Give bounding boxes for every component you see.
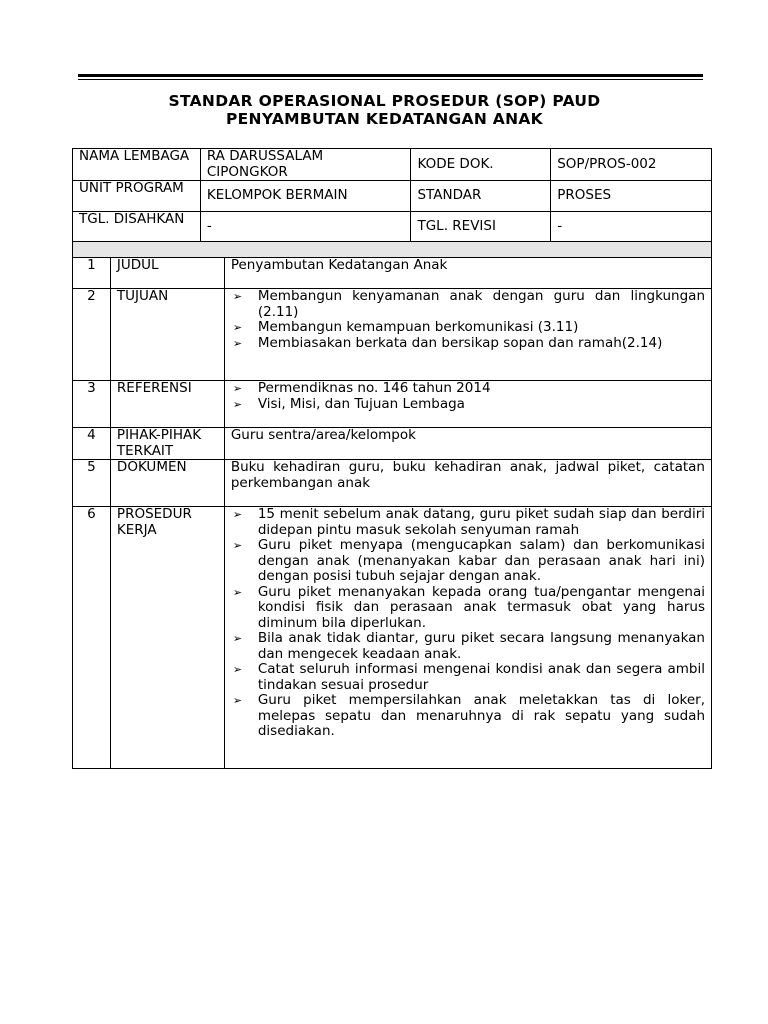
row-content: Guru sentra/area/kelompok: [224, 428, 711, 460]
kode-dok-value: SOP/PROS-002: [551, 149, 712, 181]
row-label: PROSEDUR KERJA: [110, 507, 224, 769]
nama-lembaga-value: RA DARUSSALAM CIPONGKOR: [200, 149, 411, 181]
bullet-list: [231, 507, 705, 740]
row-content: [224, 507, 711, 769]
row-content: Penyambutan Kedatangan Anak: [224, 258, 711, 289]
list-item: ➢ Visi, Misi, dan Tujuan Lembaga: [231, 397, 705, 413]
table-row: [73, 289, 712, 381]
row-label: DOKUMEN: [110, 460, 224, 507]
nama-lembaga-label: NAMA LEMBAGA: [73, 149, 201, 181]
unit-program-label: UNIT PROGRAM: [73, 181, 201, 212]
row-label: PIHAK-PIHAK TERKAIT: [110, 428, 224, 460]
table-row: [73, 258, 712, 289]
document-subtitle: PENYAMBUTAN KEDATANGAN ANAK: [226, 110, 543, 128]
row-content: [224, 381, 711, 428]
unit-program-value: KELOMPOK BERMAIN: [200, 181, 411, 212]
sop-table: [72, 241, 712, 769]
row-content: [224, 289, 711, 381]
row-number: 4: [73, 428, 111, 460]
tgl-disahkan-label: TGL. DISAHKAN: [73, 212, 201, 243]
list-item: ➢ Permendiknas no. 146 tahun 2014: [231, 381, 705, 397]
list-item: ➢ Membangun kemampuan berkomunikasi (3.11): [231, 320, 705, 336]
table-row: [73, 428, 712, 460]
list-item: ➢ 15 menit sebelum anak datang, guru piket sudah siap dan berdiri didepan pintu masuk sekolah senyuman ramah: [231, 507, 705, 538]
bullet-list: [231, 289, 705, 351]
separator-row: [73, 242, 712, 258]
table-row: [73, 460, 712, 507]
document-title: STANDAR OPERASIONAL PROSEDUR (SOP) PAUD: [168, 92, 601, 110]
row-content: Buku kehadiran guru, buku kehadiran anak, jadwal piket, catatan perkembangan anak: [224, 460, 711, 507]
list-item: ➢ Catat seluruh informasi mengenai kondisi anak dan segera ambil tindakan sesuai prosedur: [231, 662, 705, 693]
row-number: 5: [73, 460, 111, 507]
row-label: REFERENSI: [110, 381, 224, 428]
header-table: [72, 148, 712, 243]
top-rule-thin: [78, 79, 703, 80]
tgl-revisi-label: TGL. REVISI: [411, 212, 551, 243]
standar-value: PROSES: [551, 181, 712, 212]
tgl-disahkan-value: -: [200, 212, 411, 243]
table-row: [73, 507, 712, 769]
list-item: ➢ Membangun kenyamanan anak dengan guru dan lingkungan (2.11): [231, 289, 705, 320]
tgl-revisi-value: -: [551, 212, 712, 243]
row-label: JUDUL: [110, 258, 224, 289]
row-number: 3: [73, 381, 111, 428]
row-number: 1: [73, 258, 111, 289]
list-item: ➢ Guru piket menyapa (mengucapkan salam) dan berkomunikasi dengan anak (menanyakan kabar dan perasaan anak hari ini) dengan posisi tubuh sejajar dengan anak.: [231, 538, 705, 585]
list-item: ➢ Guru piket menanyakan kepada orang tua/pengantar mengenai kondisi fisik dan perasaan anak termasuk obat yang harus diminum bila diperlukan.: [231, 585, 705, 632]
table-row: [73, 381, 712, 428]
row-label: TUJUAN: [110, 289, 224, 381]
row-number: 2: [73, 289, 111, 381]
bullet-list: [231, 381, 705, 412]
list-item: ➢ Guru piket mempersilahkan anak meletakkan tas di loker, melepas sepatu dan menaruhnya di rak sepatu yang sudah disediakan.: [231, 693, 705, 740]
top-rule-thick: [78, 74, 703, 77]
list-item: ➢ Bila anak tidak diantar, guru piket secara langsung menanyakan dan mengecek keadaan anak.: [231, 631, 705, 662]
row-number: 6: [73, 507, 111, 769]
list-item: ➢ Membiasakan berkata dan bersikap sopan dan ramah(2.14): [231, 336, 705, 352]
kode-dok-label: KODE DOK.: [411, 149, 551, 181]
standar-label: STANDAR: [411, 181, 551, 212]
